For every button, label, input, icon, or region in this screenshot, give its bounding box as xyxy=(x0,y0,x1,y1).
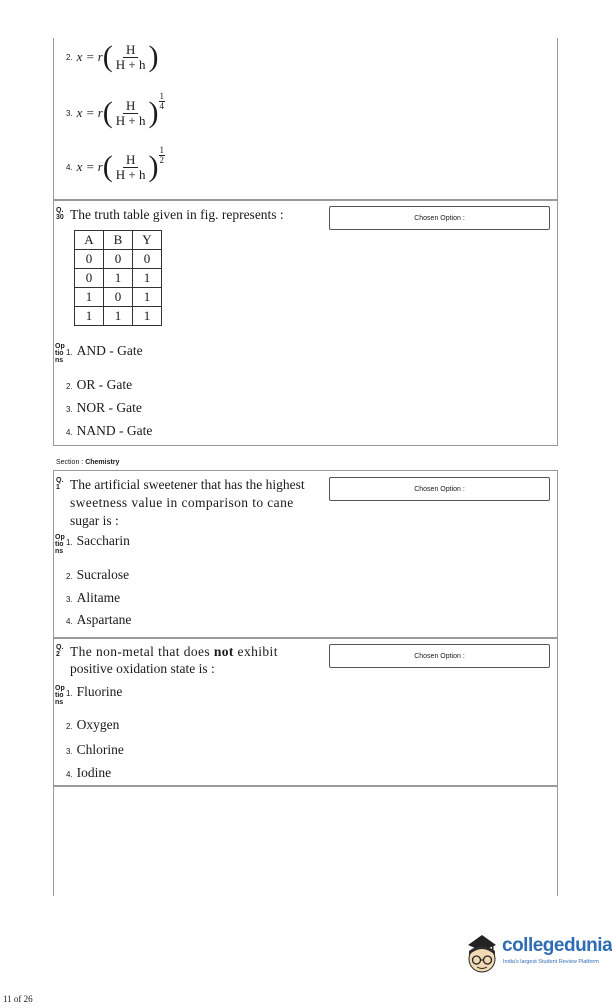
collegedunia-logo[interactable] xyxy=(462,925,612,981)
question-label: Q. 2 xyxy=(56,644,64,658)
page-number: 11 of 26 xyxy=(3,994,33,1004)
empty-frame xyxy=(53,786,558,896)
mascot-icon xyxy=(462,927,502,977)
option-1[interactable]: 1. AND - Gate xyxy=(66,343,143,358)
brand-tagline: India's largest Student Review Platform xyxy=(503,959,599,965)
exponent: 1 4 xyxy=(159,90,165,111)
question-text-line-3: sugar is : xyxy=(70,513,119,528)
question-label: Q. 1 xyxy=(56,477,64,491)
fraction: $\frac{H}{H + h}$ xyxy=(115,41,146,72)
question-text: The truth table given in fig. represents : xyxy=(70,207,284,222)
fraction: $\frac{H}{H + h}$ xyxy=(115,151,146,182)
q29-option-4[interactable]: 4. x = r ( $\frac{H}{H + h}$ ) 1 2 xyxy=(66,144,165,183)
section-header: Section : Chemistry xyxy=(56,459,120,466)
option-3[interactable]: 3. Chlorine xyxy=(66,742,124,757)
option-3[interactable]: 3. Alitame xyxy=(66,590,121,605)
q29-option-2[interactable]: 2. x = r ( $\frac{H}{H + h}$ ) xyxy=(66,40,159,73)
truth-table xyxy=(74,230,162,326)
question-text-line-1: The non-metal that does not exhibit xyxy=(70,644,278,659)
option-4[interactable]: 4. Iodine xyxy=(66,765,112,780)
chosen-option-box[interactable]: Chosen Option : xyxy=(329,477,550,501)
option-1[interactable]: 1. Saccharin xyxy=(66,533,130,548)
exponent: 1 2 xyxy=(159,144,165,165)
option-1[interactable]: 1. Fluorine xyxy=(66,684,123,699)
option-2[interactable]: 2. Sucralose xyxy=(66,567,130,582)
option-2[interactable]: 2. OR - Gate xyxy=(66,377,133,392)
option-4[interactable]: 4. NAND - Gate xyxy=(66,423,153,438)
table-row: 0 0 0 xyxy=(75,250,162,269)
question-text-line-2: sweetness value in comparison to cane xyxy=(70,495,294,510)
chosen-option-box[interactable]: Chosen Option : xyxy=(329,644,550,668)
options-label: Options xyxy=(55,685,65,706)
options-label: Options xyxy=(55,534,65,555)
brand-name: collegedunia xyxy=(502,935,612,956)
table-row: 1 0 1 xyxy=(75,288,162,307)
question-label: Q. 30 xyxy=(56,207,64,221)
table-row: 1 1 1 xyxy=(75,307,162,326)
question-text-line-1: The artificial sweetener that has the highest xyxy=(70,477,305,492)
table-header-row: A B Y xyxy=(75,231,162,250)
chosen-option-box[interactable]: Chosen Option : xyxy=(329,206,550,230)
options-label: Options xyxy=(55,343,65,364)
fraction: $\frac{H}{H + h}$ xyxy=(115,97,146,128)
option-2[interactable]: 2. Oxygen xyxy=(66,717,120,732)
q29-option-3[interactable]: 3. x = r ( $\frac{H}{H + h}$ ) 1 4 xyxy=(66,90,165,129)
option-3[interactable]: 3. NOR - Gate xyxy=(66,400,142,415)
question-text-line-2: positive oxidation state is : xyxy=(70,661,215,676)
option-4[interactable]: 4. Aspartane xyxy=(66,612,132,627)
table-row: 0 1 1 xyxy=(75,269,162,288)
